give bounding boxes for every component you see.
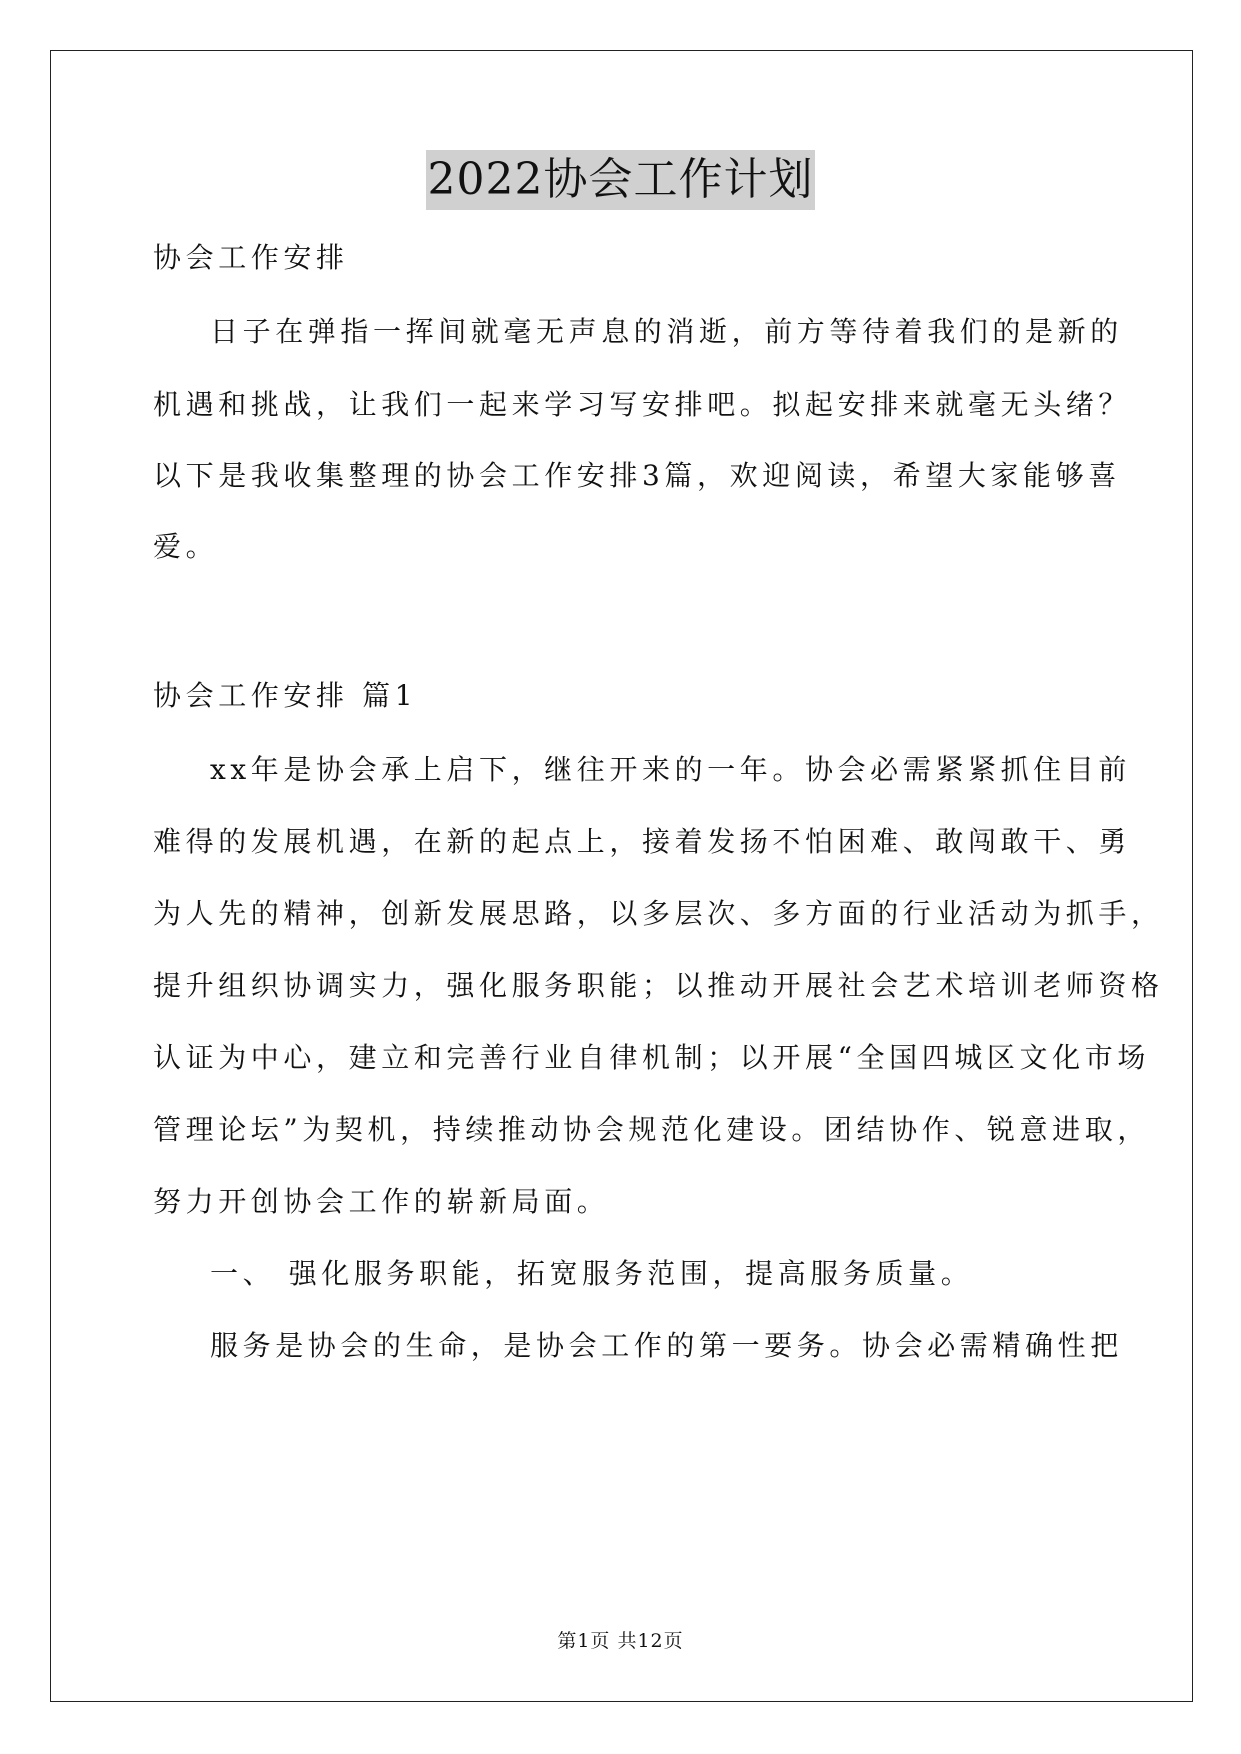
numbered-heading: 一、 强化服务职能，拓宽服务范围，提高服务质量。 (210, 1257, 974, 1290)
paragraph-line: 管理论坛”为契机，持续推动协会规范化建设。团结协作、锐意进取， (153, 1113, 1150, 1146)
paragraph-line: 爱。 (153, 530, 219, 563)
paragraph-line: 认证为中心，建立和完善行业自律机制；以开展“全国四城区文化市场 (153, 1041, 1150, 1074)
paragraph-line: 服务是协会的生命，是协会工作的第一要务。协会必需精确性把 (210, 1329, 1123, 1362)
paragraph-line: 难得的发展机遇，在新的起点上，接着发扬不怕困难、敢闯敢干、勇 (153, 825, 1132, 858)
paragraph-line: 为人先的精神，创新发展思路，以多层次、多方面的行业活动为抓手， (153, 897, 1164, 930)
page-border (50, 50, 1193, 1702)
section-heading: 协会工作安排 (153, 241, 349, 274)
section-heading: 协会工作安排 篇1 (153, 679, 418, 712)
paragraph-line: xx年是协会承上启下，继往开来的一年。协会必需紧紧抓住目前 (210, 753, 1131, 786)
document-title: 2022协会工作计划 (426, 150, 816, 210)
title-wrap (0, 150, 1241, 210)
paragraph-line: 日子在弹指一挥间就毫无声息的消逝，前方等待着我们的是新的 (210, 315, 1123, 348)
page-footer: 第1页 共12页 (557, 1630, 684, 1652)
paragraph-line: 提升组织协调实力，强化服务职能；以推动开展社会艺术培训老师资格 (153, 969, 1164, 1002)
paragraph-line: 机遇和挑战，让我们一起来学习写安排吧。拟起安排来就毫无头绪？ (153, 388, 1132, 421)
paragraph-line: 努力开创协会工作的崭新局面。 (153, 1185, 610, 1218)
paragraph-line: 以下是我收集整理的协会工作安排3篇，欢迎阅读，希望大家能够喜 (153, 459, 1121, 492)
